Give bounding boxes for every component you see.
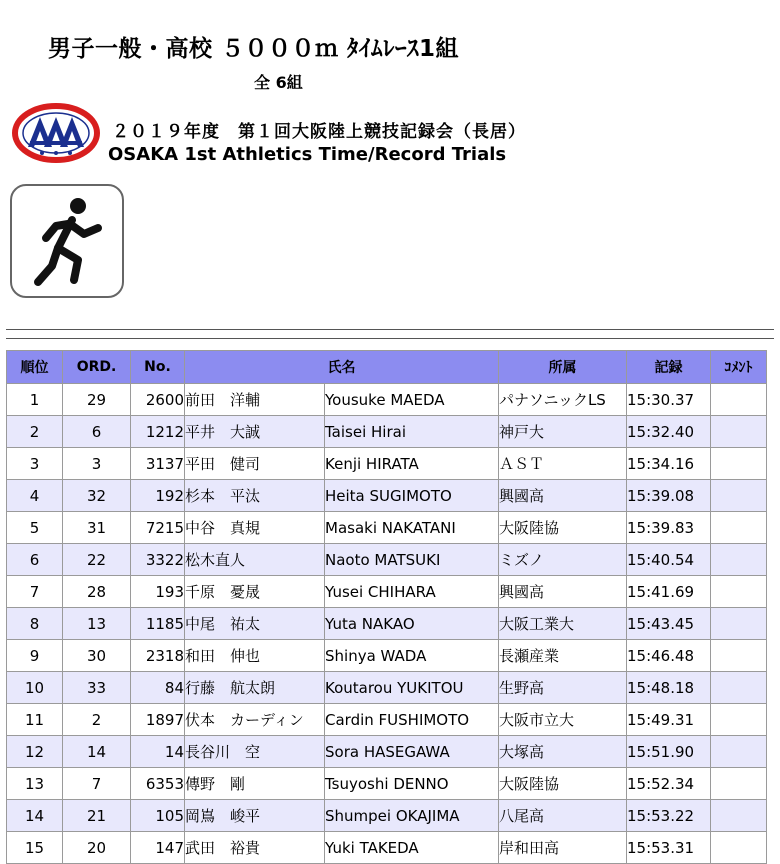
name-ja-cell: 杉本 平汰 [185,480,325,512]
name-ja-cell: 平田 健司 [185,448,325,480]
comment-cell [711,480,767,512]
ord-cell: 22 [63,544,131,576]
bib-number-cell: 6353 [131,768,185,800]
ord-cell: 30 [63,640,131,672]
association-logo [12,103,100,163]
table-row [7,704,767,736]
table-row [7,608,767,640]
affiliation-cell: パナソニックLS [499,384,627,416]
name-en-cell: Masaki NAKATANI [325,512,499,544]
rank-cell: 12 [7,736,63,768]
name-en-cell: Yuta NAKAO [325,608,499,640]
comment-cell [711,704,767,736]
affiliation-cell: 大阪市立大 [499,704,627,736]
comment-cell [711,384,767,416]
rank-cell: 5 [7,512,63,544]
name-en-cell: Sora HASEGAWA [325,736,499,768]
table-row [7,768,767,800]
affiliation-cell: 興國高 [499,480,627,512]
rank-cell: 8 [7,608,63,640]
divider-top [6,329,774,330]
comment-cell [711,544,767,576]
ord-cell: 28 [63,576,131,608]
name-ja-cell: 前田 洋輔 [185,384,325,416]
ord-cell: 20 [63,832,131,864]
bib-number-cell: 105 [131,800,185,832]
name-en-cell: Shinya WADA [325,640,499,672]
page-title: 男子一般・高校 ５０００ｍ ﾀｲﾑﾚｰｽ1組 [48,36,460,62]
divider-bottom [6,338,774,339]
table-row [7,672,767,704]
name-en-cell: Yuki TAKEDA [325,832,499,864]
ord-cell: 31 [63,512,131,544]
bib-number-cell: 1897 [131,704,185,736]
name-en-cell: Cardin FUSHIMOTO [325,704,499,736]
ord-cell: 33 [63,672,131,704]
record-cell: 15:40.54 [627,544,711,576]
affiliation-cell: 長瀬産業 [499,640,627,672]
comment-cell [711,416,767,448]
comment-cell [711,736,767,768]
ord-cell: 6 [63,416,131,448]
affiliation-cell: 興國高 [499,576,627,608]
comment-cell [711,576,767,608]
rank-cell: 11 [7,704,63,736]
name-en-cell: Kenji HIRATA [325,448,499,480]
affiliation-cell: 大阪陸協 [499,768,627,800]
table-row [7,800,767,832]
ord-cell: 7 [63,768,131,800]
ord-cell: 3 [63,448,131,480]
bib-number-cell: 192 [131,480,185,512]
name-en-cell: Yousuke MAEDA [325,384,499,416]
record-cell: 15:43.45 [627,608,711,640]
affiliation-cell: 生野高 [499,672,627,704]
runner-icon [10,184,124,298]
record-cell: 15:48.18 [627,672,711,704]
ord-cell: 13 [63,608,131,640]
bib-number-cell: 1185 [131,608,185,640]
header-rank: 順位 [7,351,63,384]
record-cell: 15:52.34 [627,768,711,800]
comment-cell [711,640,767,672]
affiliation-cell: 神戸大 [499,416,627,448]
rank-cell: 15 [7,832,63,864]
comment-cell [711,608,767,640]
table-row [7,512,767,544]
rank-cell: 9 [7,640,63,672]
meet-name-en: OSAKA 1st Athletics Time/Record Trials [108,144,507,165]
name-ja-cell: 行藤 航太朗 [185,672,325,704]
name-ja-cell: 武田 裕貴 [185,832,325,864]
affiliation-cell: 八尾高 [499,800,627,832]
bib-number-cell: 2318 [131,640,185,672]
table-row [7,448,767,480]
bib-number-cell: 1212 [131,416,185,448]
record-cell: 15:51.90 [627,736,711,768]
ord-cell: 32 [63,480,131,512]
table-row [7,832,767,864]
rank-cell: 6 [7,544,63,576]
bib-number-cell: 3137 [131,448,185,480]
record-cell: 15:49.31 [627,704,711,736]
record-cell: 15:32.40 [627,416,711,448]
bib-number-cell: 147 [131,832,185,864]
bib-number-cell: 84 [131,672,185,704]
ord-cell: 2 [63,704,131,736]
ord-cell: 21 [63,800,131,832]
header-ord: ORD. [63,351,131,384]
bib-number-cell: 2600 [131,384,185,416]
comment-cell [711,448,767,480]
name-ja-cell: 平井 大誠 [185,416,325,448]
table-row [7,576,767,608]
results-table [6,350,767,864]
name-en-cell: Heita SUGIMOTO [325,480,499,512]
affiliation-cell: 大阪工業大 [499,608,627,640]
header-comment: ｺﾒﾝﾄ [711,351,767,384]
meet-name-ja: ２０１９年度 第１回大阪陸上競技記録会（長居） [112,122,526,142]
name-en-cell: Tsuyoshi DENNO [325,768,499,800]
affiliation-cell: 大塚高 [499,736,627,768]
name-en-cell: Shumpei OKAJIMA [325,800,499,832]
name-ja-cell: 伏本 カーディン [185,704,325,736]
rank-cell: 10 [7,672,63,704]
comment-cell [711,768,767,800]
name-en-cell: Taisei Hirai [325,416,499,448]
table-row [7,736,767,768]
affiliation-cell: 岸和田高 [499,832,627,864]
ord-cell: 14 [63,736,131,768]
table-row [7,640,767,672]
comment-cell [711,672,767,704]
comment-cell [711,800,767,832]
ord-cell: 29 [63,384,131,416]
record-cell: 15:34.16 [627,448,711,480]
record-cell: 15:53.22 [627,800,711,832]
name-en-cell: Yusei CHIHARA [325,576,499,608]
bib-number-cell: 3322 [131,544,185,576]
record-cell: 15:41.69 [627,576,711,608]
rank-cell: 2 [7,416,63,448]
rank-cell: 3 [7,448,63,480]
record-cell: 15:30.37 [627,384,711,416]
name-ja-cell: 中谷 真規 [185,512,325,544]
name-ja-cell: 千原 憂晟 [185,576,325,608]
name-ja-cell: 岡嶌 峻平 [185,800,325,832]
header-affiliation: 所属 [499,351,627,384]
bib-number-cell: 7215 [131,512,185,544]
name-ja-cell: 松木直人 [185,544,325,576]
affiliation-cell: 大阪陸協 [499,512,627,544]
header-no: No. [131,351,185,384]
bib-number-cell: 193 [131,576,185,608]
record-cell: 15:39.83 [627,512,711,544]
name-ja-cell: 中尾 祐太 [185,608,325,640]
rank-cell: 14 [7,800,63,832]
affiliation-cell: ＡＳＴ [499,448,627,480]
table-row [7,480,767,512]
header-record: 記録 [627,351,711,384]
rank-cell: 7 [7,576,63,608]
name-en-cell: Koutarou YUKITOU [325,672,499,704]
rank-cell: 1 [7,384,63,416]
comment-cell [711,512,767,544]
comment-cell [711,832,767,864]
affiliation-cell: ミズノ [499,544,627,576]
header-name: 氏名 [185,351,499,384]
table-row [7,544,767,576]
name-en-cell: Naoto MATSUKI [325,544,499,576]
rank-cell: 4 [7,480,63,512]
record-cell: 15:39.08 [627,480,711,512]
name-ja-cell: 和田 伸也 [185,640,325,672]
table-row [7,384,767,416]
name-ja-cell: 長谷川 空 [185,736,325,768]
table-row [7,416,767,448]
name-ja-cell: 傳野 剛 [185,768,325,800]
rank-cell: 13 [7,768,63,800]
record-cell: 15:53.31 [627,832,711,864]
record-cell: 15:46.48 [627,640,711,672]
bib-number-cell: 14 [131,736,185,768]
table-header-row [7,351,767,384]
group-count: 全 6組 [254,73,303,92]
